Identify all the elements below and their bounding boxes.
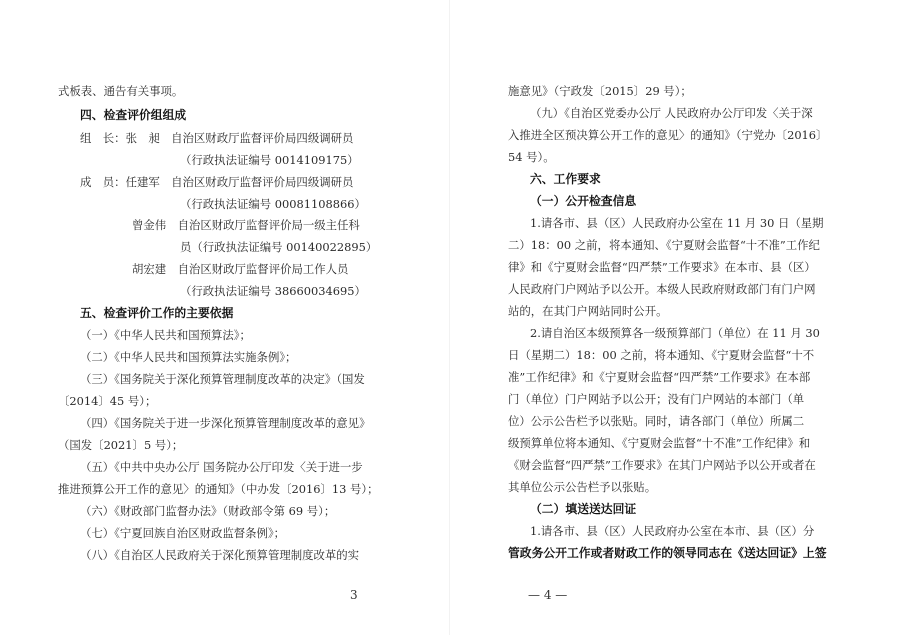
text-line: （行政执法证编号 0014109175） (180, 153, 359, 167)
text-line: 54 号）。 (508, 150, 555, 164)
section-heading: 五、检查评价工作的主要依据 (80, 306, 234, 320)
text-line: （八）《自治区人民政府关于深化预算管理制度改革的实 (80, 548, 360, 562)
text-line: 施意见》（宁政发〔2015〕29 号）； (508, 84, 692, 98)
text-line: 成 员：任建军 自治区财政厅监督评价局四级调研员 (80, 175, 354, 189)
page-number: 3 (350, 588, 358, 602)
text-line: （行政执法证编号 38660034695） (180, 284, 366, 298)
text-line: 胡宏建 自治区财政厅监督评价局工作人员 (132, 262, 349, 276)
text-line: （国发〔2021〕5 号）； (58, 438, 184, 452)
text-line: 〔2014〕45 号）； (58, 394, 157, 408)
text-line: （一）《中华人民共和国预算法》； (80, 328, 251, 342)
text-line: 员（行政执法证编号 00140022895） (180, 240, 378, 254)
right-page (450, 0, 900, 635)
text-line: 2.请自治区本级预算各一级预算部门（单位）在 11 月 30 (530, 326, 820, 340)
text-line: 组 长：张 昶 自治区财政厅监督评价局四级调研员 (80, 131, 354, 145)
text-line: 1.请各市、县（区）人民政府办公室在 11 月 30 日（星期 (530, 216, 824, 230)
subsection-heading: （二）填送送达回证 (530, 502, 637, 516)
text-line: 入推进全区预决算公开工作的意见〉的通知》（宁党办〔2016〕 (508, 128, 828, 142)
text-line: 式板表、通告有关事项。 (58, 84, 184, 98)
text-line: （四）《国务院关于进一步深化预算管理制度改革的意见》 (80, 416, 371, 430)
text-line: （六）《财政部门监督办法》（财政部令第 69 号）； (80, 504, 336, 518)
text-line: 级预算单位将本通知、《宁夏财会监督“十不准”工作纪律》和 (508, 436, 811, 450)
section-heading: 四、检查评价组组成 (80, 108, 187, 122)
subsection-heading: （一）公开检查信息 (530, 194, 637, 208)
text-line: 《财会监督“四严禁”工作要求》在其门户网站予以公开或者在 (508, 458, 816, 472)
text-line: 门（单位）门户网站予以公开；没有门户网站的本部门（单 (508, 392, 805, 406)
text-line: 二）18：00 之前，将本通知、《宁夏财会监督“十不准”工作纪 (508, 238, 820, 252)
text-line: 准”工作纪律》和《宁夏财会监督“四严禁”工作要求》在本部 (508, 370, 811, 384)
text-line: 曾金伟 自治区财政厅监督评价局一级主任科 (132, 218, 360, 232)
text-line: 其单位公示公告栏予以张贴。 (508, 480, 657, 494)
text-line: 律》和《宁夏财会监督“四严禁”工作要求》在本市、县（区） (508, 260, 816, 274)
text-line: 人民政府门户网站予以公开。本级人民政府财政部门有门户网 (508, 282, 816, 296)
text-line: （九）《自治区党委办公厅 人民政府办公厅印发〈关于深 (530, 106, 813, 120)
text-line: 日（星期二）18：00 之前，将本通知、《宁夏财会监督“十不 (508, 348, 815, 362)
text-line: （七）《宁夏回族自治区财政监督条例》； (80, 526, 286, 540)
text-line: 1.请各市、县（区）人民政府办公室在本市、县（区）分 (530, 524, 815, 538)
page-number: — 4 — (528, 588, 568, 602)
text-line: （三）《国务院关于深化预算管理制度改革的决定》（国发 (80, 372, 365, 386)
text-line: （行政执法证编号 00081108866） (180, 197, 366, 211)
text-line: 推进预算公开工作的意见〉的通知》（中办发〔2016〕13 号）； (58, 482, 379, 496)
section-heading: 六、工作要求 (530, 172, 601, 186)
text-line: 管政务公开工作或者财政工作的领导同志在《送达回证》上签 (508, 546, 827, 560)
text-line: 站的，在其门户网站同时公开。 (508, 304, 668, 318)
text-line: （五）《中共中央办公厅 国务院办公厅印发〈关于进一步 (80, 460, 363, 474)
text-line: （二）《中华人民共和国预算法实施条例》； (80, 350, 297, 364)
text-line: 位）公示公告栏予以张贴。同时，请各部门（单位）所属二 (508, 414, 805, 428)
